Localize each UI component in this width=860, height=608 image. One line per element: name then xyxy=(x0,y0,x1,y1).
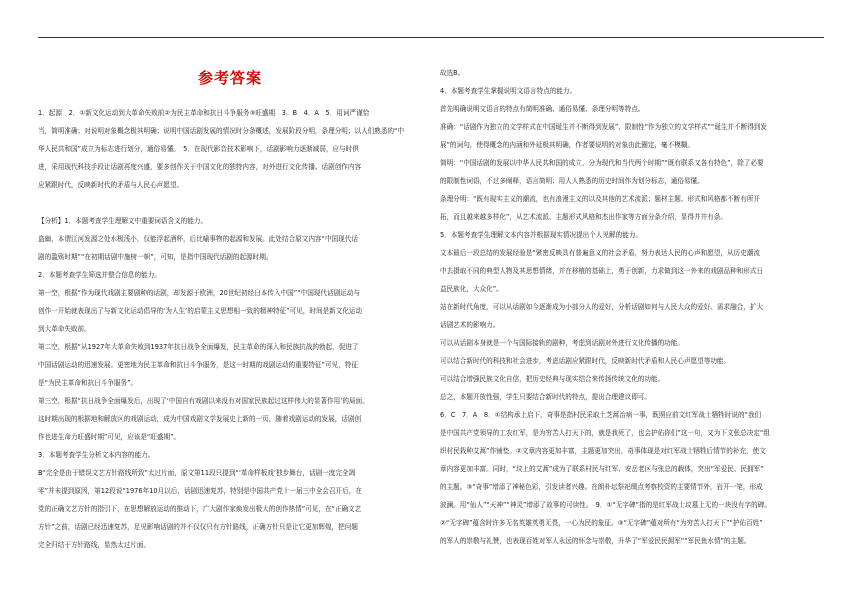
right-text-line: 条理分明：“既有现实主义的潮流，也有浪漫主义的以及其他的艺术流派；题材主题、形式和风格都不断有所开 xyxy=(440,195,760,203)
right-text-line: 5．本题考查学生理解文本内容并根据现实情况提出个人见解的能力。 xyxy=(440,231,643,239)
left-text-line: 第二空，根据“从1927年大革命失败到1937年抗日战争全面爆发，民主革命的深入和民族抗战的勃起，促进了 xyxy=(38,343,359,351)
right-text-line: 6．C 7．A 8．①结构承上启下，奇事是指村民采取土芝蒿治病一事，既照应前文红军战士牺牲时说的“我们 xyxy=(440,411,762,419)
right-text-line: 站在新时代角度，可以从话剧如今逐渐成为小部分人的爱好，分析话剧如何与人民大众的爱好、需求融合，扩大 xyxy=(440,303,764,311)
right-text-line: 益民族化，大众化”。 xyxy=(440,285,503,293)
right-text-line: 波澜。用“仙人”“天神”“神灵”增添了故事的可读性。 9．①“无字碑”指的是红军战士坟墓上无的一块没有字的碑。 xyxy=(440,501,771,509)
left-text-line: B“完全是由于错误文艺方针路线所致”太过片面，原文第11段只提到“‘革命样板戏’独步舞台，话剧一度完全凋 xyxy=(38,469,356,477)
left-text-line: 这时期出现的根据地和解放区的戏剧运动，成为中国戏剧文学发展史上新的一页，随着戏剧运动的发展，话剧创 xyxy=(38,415,362,423)
right-text-line: 中去摄取不同的典型人物及其思想情绪，并在移植的基础上，勇于创新，力求做到这一外来的戏剧品种和形式日 xyxy=(440,267,764,275)
right-text-line: 可以结合新时代的科技和社会进步，考虑话剧应紧跟时代，反映新时代矛盾和人民心声愿望等功能。 xyxy=(440,357,731,365)
right-text-line: 是中国共产党领导的工农红军，是为穷苦人打天下的，就是我死了，也会护佑你们”这一句，又为下文张总决定“组 xyxy=(440,429,770,437)
right-text-line: 织村民栽种艾蒿”作铺垫。②文章内容更加丰富，主题更加突出，奇事体现是对红军战士牺牲后情节的补充，使文 xyxy=(440,447,766,455)
right-text-line: 拓，而且越来越多样化”，从艺术流派、主题形式风格和杰出作家等方面分条介绍，显得井井有条。 xyxy=(440,213,727,221)
left-text-line: 第三空，根据“抗日战争全面爆发后，出现了‘中国自有戏剧以来没有对国家民族起过这样伟大的显著作用’的局面。 xyxy=(38,397,369,405)
left-text-line: 中国话剧运动的迅速发展。更密地为民主革命和抗日斗争服务，是这一时期的戏剧运动的重要特征”可见，特征 xyxy=(38,361,358,369)
right-text-line: 简明：“中国话剧的发展以中华人民共和国的成立，分为现代和当代两个时期”“既有联系又各有特色”，除了必要 xyxy=(440,159,764,167)
left-text-line: 党的正确文艺方针的指引下，在思想解放运动的推动下，广大剧作家焕发出极大的创作热情”可见，在“正确文艺 xyxy=(38,505,362,513)
right-text-line: 话剧艺术的影响力。 xyxy=(440,321,500,329)
left-text-line: 进，采用现代科技手段让话剧再度兴盛，要多创作关于中国文化的独特内容，对外进行文化传播。话剧创作内容 xyxy=(38,163,362,171)
right-text-line: 可以结合增强民族文化自信，把历史经典与现实结合来传扬传统文化的功能。 xyxy=(440,375,665,383)
page-title: 参考答案 xyxy=(197,69,262,87)
left-text-line: 创作一开始就表现出了与新文化运动倡导的‘为人生’的启蒙主义思想相一致的精神特征”可见，时间是新文化运动 xyxy=(38,307,363,315)
right-text-line: 章内容更加丰富。同时，“坟上的艾蒿”成为了联系村民与红军、安岳老区与张总的载体，突出“军爱民、民拥军” xyxy=(440,465,764,473)
left-text-line: 2．本题考查学生筛选并整合信息的能力。 xyxy=(38,271,161,279)
left-text-line: 完全归结于方针路线，显然太过片面。 xyxy=(38,541,151,549)
left-text-line: 作也进生命力旺盛时期”可见，应该是“旺盛期”。 xyxy=(38,433,181,441)
left-text-line: 3．本题考查学生分析文本内容的能力。 xyxy=(38,451,155,459)
left-text-line: 到大革命失败前。 xyxy=(38,325,91,333)
right-text-line: 准确：“话剧作为独立的文学样式在中国诞生并不断得到发展”，限制性“作为独立的文学样式”“诞生并不断得到发 xyxy=(440,123,767,131)
left-text-line: 【分析】1．本题考查学生理解文中重要词语含义的能力。 xyxy=(38,217,208,225)
left-text-line: 是“为民主革命和抗日斗争服务”。 xyxy=(38,379,138,387)
left-text-line: 华人民共和国”成立为标志进行划分，通俗易懂。 5．在现代影音技术影响下，话剧影响力逐渐减弱，应与时俱 xyxy=(38,145,359,153)
right-text-line: 展”的词句，使得概念的内涵和外延极其明确，作者要说明的对象由此圈定，毫不模糊。 xyxy=(440,141,694,149)
left-text-line: 应紧跟时代，反映新时代的矛盾与人民心声愿望。 xyxy=(38,181,184,189)
left-text-line: 方针”之前，话剧已经迅速复苏，足见影响话剧的并不仅仅只有方针路线，正确方针只是让它更加辉煌，把问题 xyxy=(38,523,358,531)
right-text-line: 的军人的崇敬与礼赞，也表现百姓对军人永远的怀念与崇敬，升华了“军爱民民拥军”“军民鱼水情”的主题。 xyxy=(440,537,751,545)
right-text-line: 的主题。③“奇事”增添了神秘色彩，引发读者兴趣。在朗朴坛祭祀缀点考察校资的主要情节外，岩开一笔，形成 xyxy=(440,483,763,491)
right-text-line: 总之，本题开放性强，学生只要结合新时代的特点，提出合理建议即可。 xyxy=(440,393,651,401)
left-text-line: 当，简明准确；对说明对象概念极其明确；说明中国话剧发展的情况时分条概述，发展阶段分明，条理分明；以人们熟悉的“中 xyxy=(38,127,405,135)
right-text-line: 4．本题考查学生掌握说明文语言特点的能力。 xyxy=(440,87,577,95)
right-text-line: 文本最后一段总结的发展经验是“紧密反映具有普遍意义的社会矛盾，努力表达人民的心声和愿望，从历史潮流 xyxy=(440,249,760,257)
right-text-line: 故选B。 xyxy=(440,69,465,77)
top-rule xyxy=(38,37,824,38)
left-text-line: 第一空，根据“作为现代戏剧主要剧种的话剧，却发源于欧洲，20世纪初经日本传入中国”“中国现代话剧运动与 xyxy=(38,289,360,297)
right-text-line: 首先明确说明文语言的特点有简明准确、通俗易懂、条理分明等特点。 xyxy=(440,105,645,113)
left-text-line: 剧的滥殇时期”“在初期话剧中施树一帜”，可知，是指中国现代话剧的起源时期。 xyxy=(38,253,273,261)
right-text-line: 的限制性词语，不过多阐释，语言简明；用人人熟悉的历史时间作为划分标志，通俗易懂。 xyxy=(440,177,704,185)
right-text-line: ②“无字碑”蕴含时许多无名英雄英勇无畏，一心为民的象征。③“无字碑”蕴对所有“为穷苦人打天下”“护佑百姓” xyxy=(440,519,763,527)
left-text-line: 1．起源 2．①新文化运动到大革命失败前②为民主革命和抗日斗争服务③旺盛期 3．B 4．A 5．用词严谨恰 xyxy=(38,109,370,117)
left-text-line: 零”并未提到原因，第12段说“1976年10月以后，话剧迅速复苏，特别是中国共产党十一届三中全会召开后，在 xyxy=(38,487,362,495)
right-text-line: 可以从话剧本身就是一个与国际接轨的剧种，考虑到话剧对外进行文化传播的功能。 xyxy=(440,339,684,347)
left-text-line: 盗幽，本谓江河发源之处水极浅小，仅能浮起酒杯，后比喻事物的起源和发展。此处结合原文内容“中国现代话 xyxy=(38,235,358,243)
